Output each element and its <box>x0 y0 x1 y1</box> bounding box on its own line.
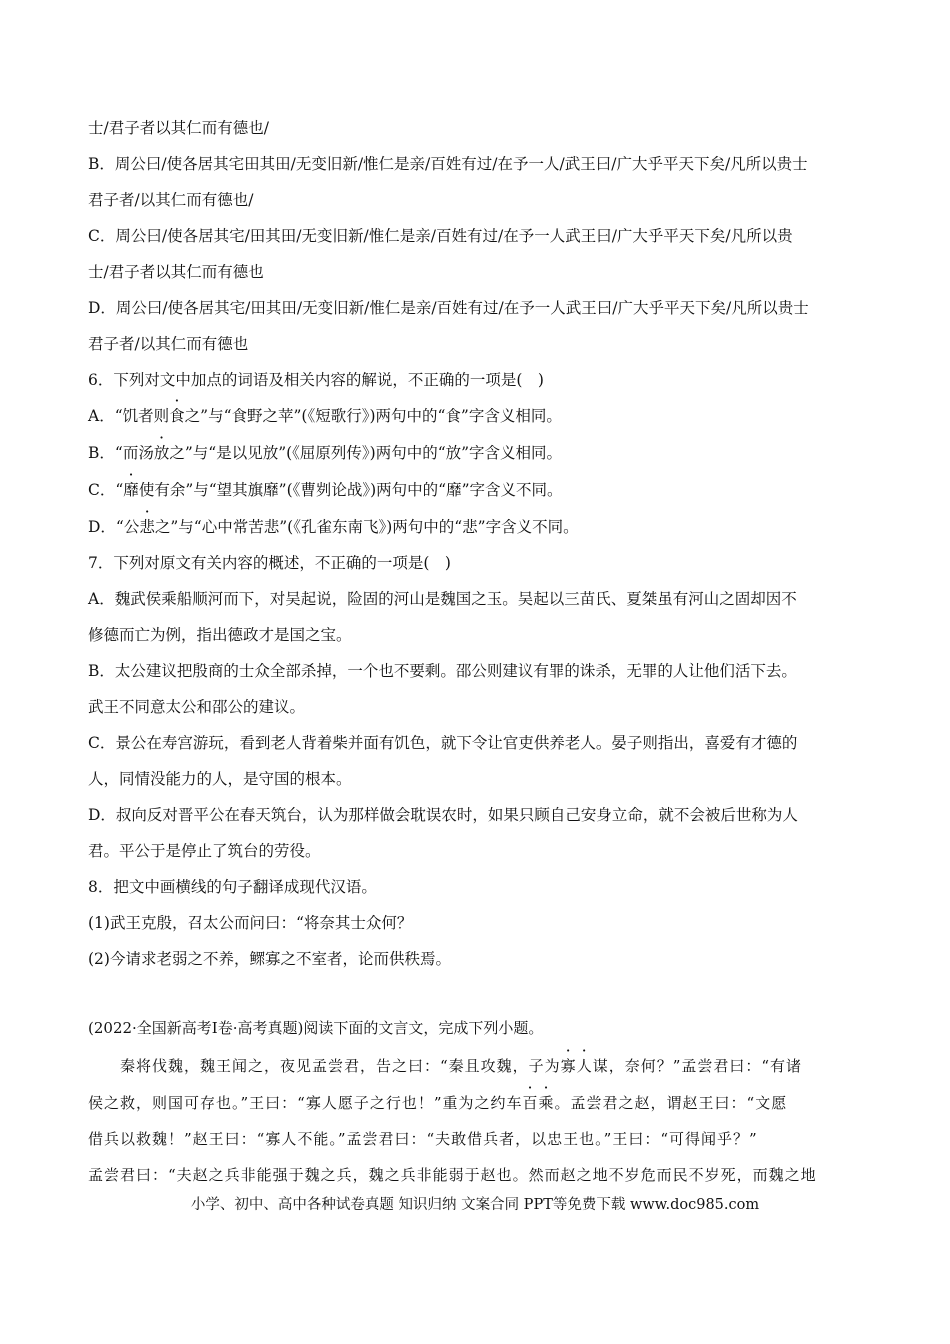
text-line: 士/君子者以其仁而有德也/ <box>88 119 269 137</box>
dotted-char: 乘 <box>538 1094 555 1112</box>
q6-c-post: 使有余”与“望其旗靡”(《曹刿论战》)两句中的“靡”字含义不同。 <box>138 481 563 499</box>
text-line: 武王不同意太公和邵公的建议。 <box>88 698 306 716</box>
section-heading: (2022·全国新高考Ⅰ卷·高考真题)阅读下面的文言文，完成下列小题。 <box>88 1019 544 1037</box>
q6-option-c <box>88 480 868 500</box>
q6-a-pre: A．“饥者则 <box>88 407 170 425</box>
passage-line: 借兵以救魏！”赵王曰：“寡人不能。”孟尝君曰：“夫敢借兵者，以忠王也。”王曰：“可得闻乎？” <box>88 1130 758 1148</box>
option-b-line: B．周公曰/使各居其宅田其田/无变旧新/惟仁是亲/百姓有过/在予一人/武王曰/广大乎平天下矣/凡所以贵士 <box>88 155 808 173</box>
q7-option-b: B．太公建议把殷商的士众全部杀掉，一个也不要剩。邵公则建议有罪的诛杀，无罪的人让他们活下去。 <box>88 662 797 680</box>
dotted-char: 寡 <box>560 1057 577 1075</box>
q6-b-pre: B．“而汤 <box>88 444 154 462</box>
passage-line: 孟尝君曰：“夫赵之兵非能强于魏之兵，魏之兵非能弱于赵也。然而赵之地不岁危而民不岁死，而魏之地 <box>88 1166 817 1184</box>
dotted-char: 靡 <box>123 481 139 499</box>
text-line: 士/君子者以其仁而有德也 <box>88 263 264 281</box>
text-line: 君子者/以其仁而有德也/ <box>88 191 254 209</box>
q8-sentence-1: (1)武王克殷，召太公而问曰：“将奈其士众何？ <box>88 914 413 932</box>
passage-line <box>88 1056 868 1076</box>
q6-c-pre: C．“ <box>88 481 124 499</box>
dotted-char: 百 <box>522 1094 539 1112</box>
q6-option-d <box>88 517 868 537</box>
q6-d-pre: D．“公 <box>88 518 140 536</box>
option-c-line: C．周公曰/使各居其宅/田其田/无变旧新/惟仁是亲/百姓有过/在予一人武王曰/广大乎平天下矣/凡所以贵 <box>88 227 793 245</box>
dotted-char: 食 <box>169 407 185 425</box>
dotted-char: 放 <box>153 444 170 462</box>
text-line: 君子者/以其仁而有德也 <box>88 335 249 353</box>
passage-line <box>88 1093 868 1113</box>
text-line: 人，同情没能力的人，是守国的根本。 <box>88 770 352 788</box>
question-6: 6．下列对文中加点的词语及相关内容的解说，不正确的一项是( ) <box>88 371 544 389</box>
q7-option-d: D．叔向反对晋平公在春天筑台，认为那样做会耽误农时，如果只顾自己安身立命，就不会被后世称为人 <box>88 806 798 824</box>
q6-a-post: 之”与“食野之苹”(《短歌行》)两句中的“食”字含义相同。 <box>184 407 562 425</box>
dotted-char: 人 <box>576 1057 593 1075</box>
passage-text: 。孟尝君之赵，谓赵王曰：“文愿 <box>554 1094 788 1112</box>
q6-option-a <box>88 406 868 426</box>
question-8: 8．把文中画横线的句子翻译成现代汉语。 <box>88 878 377 896</box>
passage-text: 秦将伐魏，魏王闻之，夜见孟尝君，告之曰：“秦且攻魏，子为 <box>88 1057 561 1075</box>
q8-sentence-2: (2)今请求老弱之不养，鳏寡之不室者，论而供秩焉。 <box>88 950 451 968</box>
passage-text: 谋，奈何？”孟尝君曰：“有诸 <box>592 1057 803 1075</box>
passage-text: 侯之救，则国可存也。”王曰：“寡人愿子之行也！”重为之约车 <box>88 1094 523 1112</box>
dotted-char: 悲 <box>139 518 155 536</box>
page-footer: 小学、初中、高中各种试卷真题 知识归纳 文案合同 PPT等免费下载 www.doc985.com <box>190 1197 760 1213</box>
question-7: 7．下列对原文有关内容的概述，不正确的一项是( ) <box>88 554 451 572</box>
text-line: 修德而亡为例，指出德政才是国之宝。 <box>88 626 352 644</box>
option-d-line: D．周公曰/使各居其宅/田其田/无变旧新/惟仁是亲/百姓有过/在予一人武王曰/广大乎平天下矣/凡所以贵士 <box>88 299 809 317</box>
q6-b-post: 之”与“是以见放”(《屈原列传》)两句中的“放”字含义相同。 <box>169 444 563 462</box>
text-line: 君。平公于是停止了筑台的劳役。 <box>88 842 321 860</box>
q7-option-a: A．魏武侯乘船顺河而下，对吴起说，险固的河山是魏国之玉。吴起以三苗氏、夏桀虽有河山之固却因不 <box>88 590 797 608</box>
q6-d-post: 之”与“心中常苦悲”(《孔雀东南飞》)两句中的“悲”字含义不同。 <box>154 518 579 536</box>
q7-option-c: C．景公在寿宫游玩，看到老人背着柴并面有饥色，就下令让官吏供养老人。晏子则指出，喜爱有才德的 <box>88 734 798 752</box>
q6-option-b <box>88 443 868 463</box>
